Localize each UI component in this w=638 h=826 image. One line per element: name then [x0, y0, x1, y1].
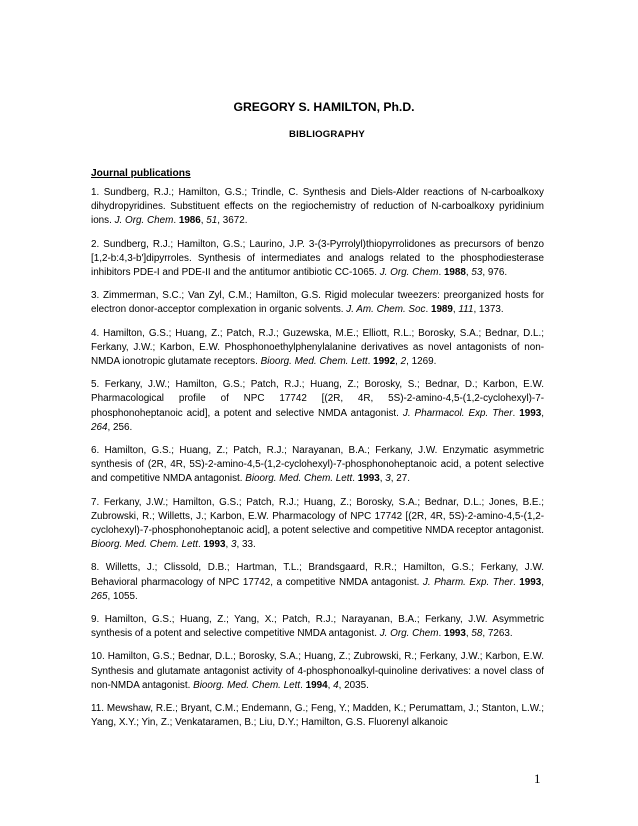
publication-entry: 5. Ferkany, J.W.; Hamilton, G.S.; Patch, R.J.; Huang, Z.; Borosky, S.; Bednar, D.; Karbon, E.W. Pharmacological profile of NPC 17742 [(2R, 4R, 5S)-2-amino-4,5-(1,2-cyclohexyl)-7-phosphonoheptanoic acid], a potent and selective NMDA antagonist. J. Pharmacol. Exp. Ther. 1993, 264, 256. [91, 379, 544, 433]
publication-entry: 2. Sundberg, R.J.; Hamilton, G.S.; Laurino, J.P. 3-(3-Pyrrolyl)thiopyrrolidones as precursors of benzo [1,2-b:4,3-b']dipyrroles. Synthesis of intermediates and analogs related to the phosphodiesterase inhibitors PDE-I and PDE-II and the antitumor antibiotic CC-1065. J. Org. Chem. 1988, 53, 976. [91, 238, 544, 279]
page-number: 1 [534, 771, 541, 786]
publication-entry: 9. Hamilton, G.S.; Huang, Z.; Yang, X.; Patch, R.J.; Narayanan, B.A.; Ferkany, J.W. Asymmetric synthesis of a potent and selective competitive NMDA antagonist. J. Org. Chem. 1993, 58, 7263. [91, 614, 544, 640]
publication-entry: 11. Mewshaw, R.E.; Bryant, C.M.; Endemann, G.; Feng, Y.; Madden, K.; Perumattam, J.; Stanton, L.W.; Yang, X.Y.; Yin, Z.; Venkataramen, B.; Liu, D.Y.; Hamilton, G.S. Fluorenyl alkanoic [91, 703, 544, 729]
publication-entry: 10. Hamilton, G.S.; Bednar, D.L.; Borosky, S.A.; Huang, Z.; Zubrowski, R.; Ferkany, J.W.; Karbon, E.W. Synthesis and glutamate antagonist activity of 4-phosphonoalkyl-quinoline derivatives: a novel class of non-NMDA antagonist. Bioorg. Med. Chem. Lett. 1994, 4, 2035. [91, 651, 544, 691]
publication-entry: 7. Ferkany, J.W.; Hamilton, G.S.; Patch, R.J.; Huang, Z.; Borosky, S.A.; Bednar, D.L.; Jones, B.E.; Zubrowski, R.; Willetts, J.; Karbon, E.W. Pharmacology of NPC 17742 [(2R, 4R, 5S)-2-amino-4,5-(1,2-cyclohexyl)-7-phosphonoheptanoic acid], a potent selective and competitive NMDA receptor antagonist. Bioorg. Med. Chem. Lett. 1993, 3, 33. [91, 496, 544, 551]
publication-list [91, 186, 544, 740]
publication-entry: 6. Hamilton, G.S.; Huang, Z.; Patch, R.J.; Narayanan, B.A.; Ferkany, J.W. Enzymatic asymmetric synthesis of (2R, 4R, 5S)-2-amino-4,5-(1,2-cyclohexyl)-7-phosphonoheptanoic acid, a potent selective and competitive NMDA antagonist. Bioorg. Med. Chem. Lett. 1993, 3, 27. [91, 445, 544, 485]
publication-entry: 8. Willetts, J.; Clissold, D.B.; Hartman, T.L.; Brandsgaard, R.R.; Hamilton, G.S.; Ferkany, J.W. Behavioral pharmacology of NPC 17742, a competitive NMDA antagonist. J. Pharm. Exp. Ther. 1993, 265, 1055. [91, 562, 544, 602]
bibliography-heading: BIBLIOGRAPHY [289, 129, 365, 140]
section-title: Journal publications [91, 168, 191, 179]
publication-entry: 4. Hamilton, G.S.; Huang, Z.; Patch, R.J.; Guzewska, M.E.; Elliott, R.L.; Borosky, S.A.; Bednar, D.L.; Ferkany, J.W.; Karbon, E.W. Phosphonoethylphenylalanine derivatives as novel antagonists of non-NMDA ionotropic glutamate receptors. Bioorg. Med. Chem. Lett. 1992, 2, 1269. [91, 327, 544, 368]
publication-entry: 3. Zimmerman, S.C.; Van Zyl, C.M.; Hamilton, G.S. Rigid molecular tweezers: preorganized hosts for electron donor-acceptor complexation in organic solvents. J. Am. Chem. Soc. 1989, 111, 1373. [91, 290, 544, 316]
publication-entry: 1. Sundberg, R.J.; Hamilton, G.S.; Trindle, C. Synthesis and Diels-Alder reactions of N-carboalkoxy dihydropyridines. Substituent effects on the regiochemistry of reduction of N-carboalkoxy pyridinium ions. J. Org. Chem. 1986, 51, 3672. [91, 187, 544, 227]
author-heading: GREGORY S. HAMILTON, Ph.D. [233, 100, 415, 114]
